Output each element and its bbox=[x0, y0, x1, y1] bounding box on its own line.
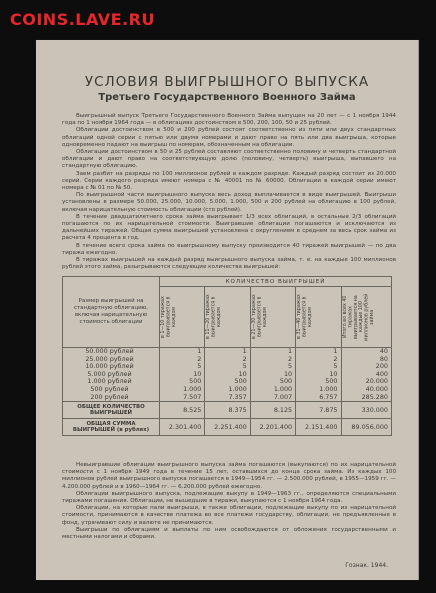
prize-amount: 10.000 рублей bbox=[63, 363, 160, 371]
table-cell: 330.000 bbox=[341, 402, 392, 419]
table-row bbox=[63, 394, 392, 402]
table-cell: 10 bbox=[296, 371, 341, 379]
document-subtitle: Третьего Государственного Военного Займа bbox=[98, 92, 356, 103]
table-cell: 8.525 bbox=[160, 402, 205, 419]
table-cell: 5 bbox=[250, 363, 295, 371]
table-cell: 500 bbox=[160, 378, 205, 386]
table-cell: 10 bbox=[160, 371, 205, 379]
table-body bbox=[63, 348, 392, 402]
table-cell: 2.301.400 bbox=[160, 419, 205, 436]
table-cell: 7.007 bbox=[250, 394, 295, 402]
table-cell: 2 bbox=[250, 356, 295, 364]
paragraph: Невыигравшие облигации выигрышного выпуска займа погашаются (выкупаются) по их нарицательной стоимости с 1 ноября 1949 года в течение 15 лет, оставшихся до конца срока займа. Из каждых 100 миллионов рублей выигрышного выпуска погашается в 1949—1954 гг. — 2.500.000 рублей, в 1955—1959 гг. — 4.200.000 рублей и в 1960—1964 гг. — 6.200.000 рублей ежегодно. bbox=[62, 462, 396, 490]
table-cell: 2.201.400 bbox=[250, 419, 295, 436]
table-cell: 8.125 bbox=[250, 402, 295, 419]
table-cell: 500 bbox=[296, 378, 341, 386]
prize-amount: 25.000 рублей bbox=[63, 356, 160, 364]
table-header-left: Размер выигрышей на стандартную облигацию, включая нарицательную стоимость облигации bbox=[63, 277, 160, 348]
prize-amount: 5.000 рублей bbox=[63, 371, 160, 379]
total-sum-row bbox=[63, 419, 392, 436]
table-cell: 40.000 bbox=[341, 386, 392, 394]
closing-section bbox=[36, 462, 418, 541]
paragraph: В течение двадцатилетнего срока займа выигрывает 1/3 всех облигаций, в остальные 2/3 облигаций погашаются по их нарицательной стоимости. Выигравшие облигации погашаются и исключаются из дальнейших тиражей. Общая сумма выигрышей установлена с округлением в среднем за весь срок займа из расчета 4 процента в год. bbox=[62, 213, 396, 242]
paragraph: Облигации выигрышного выпуска, подлежащие выкупу в 1949—1963 гг., определяются специальными тиражами погашения. Облигации, не вышедшие в тиражи, выкупаются с 1 ноября 1964 года. bbox=[62, 490, 396, 505]
paragraph: Облигации достоинством в 500 и 200 рублей состоят соответственно из пяти или двух стандартных облигаций одной серии с пятью или двумя номерами и дают право на пять или два выигрыша, которые одновременно падают на выигрыш по номерам, обозначенным на облигации. bbox=[62, 127, 396, 148]
paragraph: Выигрыши по облигациям и выплаты по ним освобождаются от обложения государственными и местными налогами и сборами. bbox=[62, 526, 396, 541]
column-header: в 1—10 тиражах выигрывается в каждом bbox=[161, 296, 177, 338]
table-cell: 7.357 bbox=[205, 394, 250, 402]
table-cell: 1.000 bbox=[250, 386, 295, 394]
table-cell: 40 bbox=[341, 348, 392, 356]
paragraph: В тиражах выигрышей на каждый разряд выигрышного выпуска займа, т. е. на каждые 100 миллионов рублей этого займа, разыгрываются следующие количества выигрышей: bbox=[62, 257, 396, 271]
table-cell: 1.000 bbox=[296, 386, 341, 394]
paragraph: Заем разбит на разряды по 100 миллионов рублей в каждом разряде. Каждый разряд состоит из 20.000 серий. Серии каждого разряда имеют номера с № 40001 по № 60000. Облигации в каждой серии имеют номера с № 01 по № 50. bbox=[62, 170, 396, 192]
table-cell: 2.151.400 bbox=[296, 419, 341, 436]
table-cell: 5 bbox=[160, 363, 205, 371]
table-cell: 10 bbox=[205, 371, 250, 379]
table-cell: 1 bbox=[250, 348, 295, 356]
table-cell: 1 bbox=[296, 348, 341, 356]
total-count-label: ОБЩЕЕ КОЛИЧЕСТВО ВЫИГРЫШЕЙ bbox=[63, 402, 160, 419]
table-cell: 80 bbox=[341, 356, 392, 364]
prize-amount: 1.000 рублей bbox=[63, 378, 160, 386]
column-header: в 11—20 тиражах выигрывается в каждом bbox=[206, 294, 223, 340]
table-cell: 400 bbox=[341, 371, 392, 379]
prize-table bbox=[62, 276, 392, 436]
table-cell: 2 bbox=[205, 356, 250, 364]
prize-amount: 50.000 рублей bbox=[63, 348, 160, 356]
total-sum-label: ОБЩАЯ СУММА ВЫИГРЫШЕЙ (в рублях) bbox=[63, 419, 160, 436]
table-cell: 20.000 bbox=[341, 378, 392, 386]
paragraph: Облигации, на которые пали выигрыши, в также облигации, подлежащие выкупу по их нарицательной стоимости, принимаются в качестве платежа во все платежи государству, облигации, не предъявленные в фонд, утрачивают силу и валюте не принимаются. bbox=[62, 505, 396, 526]
table-cell: 7.875 bbox=[296, 402, 341, 419]
printer-date: Гознак. 1944. bbox=[345, 562, 388, 569]
paragraph: Выигрышный выпуск Третьего Государственного Военного Займа выпущен на 20 лет — с 1 ноября 1944 года по 1 ноября 1964 года — в облигациях достоинством в 500, 200, 100, 50 и 25 рублей. bbox=[62, 113, 396, 127]
table-cell: 1 bbox=[205, 348, 250, 356]
document-title: УСЛОВИЯ ВЫИГРЫШНОГО ВЫПУСКА bbox=[84, 74, 370, 90]
table-cell: 500 bbox=[250, 378, 295, 386]
table-cell: 5 bbox=[296, 363, 341, 371]
column-header: в 21—30 тиражах выигрывается в каждом bbox=[251, 294, 268, 340]
table-cell: 1.000 bbox=[205, 386, 250, 394]
prize-amount: 200 рублей bbox=[63, 394, 160, 402]
table-cell: 285.280 bbox=[341, 394, 392, 402]
table-cell: 5 bbox=[205, 363, 250, 371]
paragraph: Облигации достоинством в 50 и 25 рублей составляют соответственно половину и четверть стандартной облигации и дают право на соответствующую долю (половину, четверть) выигрыша, выпавшего на стандартную облигацию. bbox=[62, 149, 396, 170]
table-cell: 2 bbox=[160, 356, 205, 364]
total-count-row bbox=[63, 402, 392, 419]
bond-back-page bbox=[36, 40, 419, 580]
table-cell: 10 bbox=[250, 371, 295, 379]
paragraph: По выигрышной части выигрышного выпуска весь доход выплачивается в виде выигрышей. Выигрыши установлены в размере 50.000, 25.000, 10.000, 5.000, 1.000, 500 и 200 рублей на облигацию в 100 рублей, включая нарицательную стоимость облигации (сто рублей). bbox=[62, 192, 396, 213]
prize-amount: 500 рублей bbox=[63, 386, 160, 394]
column-header: в 31—40 тиражах выигрывается в каждом bbox=[297, 294, 313, 340]
table-cell: 8.375 bbox=[205, 402, 250, 419]
table-cell: 7.507 bbox=[160, 394, 205, 402]
table-cell: 89.056.000 bbox=[341, 419, 392, 436]
table-header-group: КОЛИЧЕСТВО ВЫИГРЫШЕЙ bbox=[160, 277, 392, 287]
table-cell: 200 bbox=[341, 363, 392, 371]
watermark: COINS.LAVE.RU bbox=[10, 10, 155, 29]
table-cell: 500 bbox=[205, 378, 250, 386]
table-cell: 1 bbox=[160, 348, 205, 356]
table-cell: 2.251.400 bbox=[205, 419, 250, 436]
table-cell: 2 bbox=[296, 356, 341, 364]
paragraph: В течение всего срока займа по выигрышному выпуску производится 40 тиражей выигрышей — по два тиража ежегодно. bbox=[62, 242, 396, 256]
table-cell: 6.757 bbox=[296, 394, 341, 402]
table-cell: 1.000 bbox=[160, 386, 205, 394]
column-header: Итого во всех 40 тиражах выигрывается на каждые 100 миллионов рублей займа bbox=[342, 293, 375, 341]
